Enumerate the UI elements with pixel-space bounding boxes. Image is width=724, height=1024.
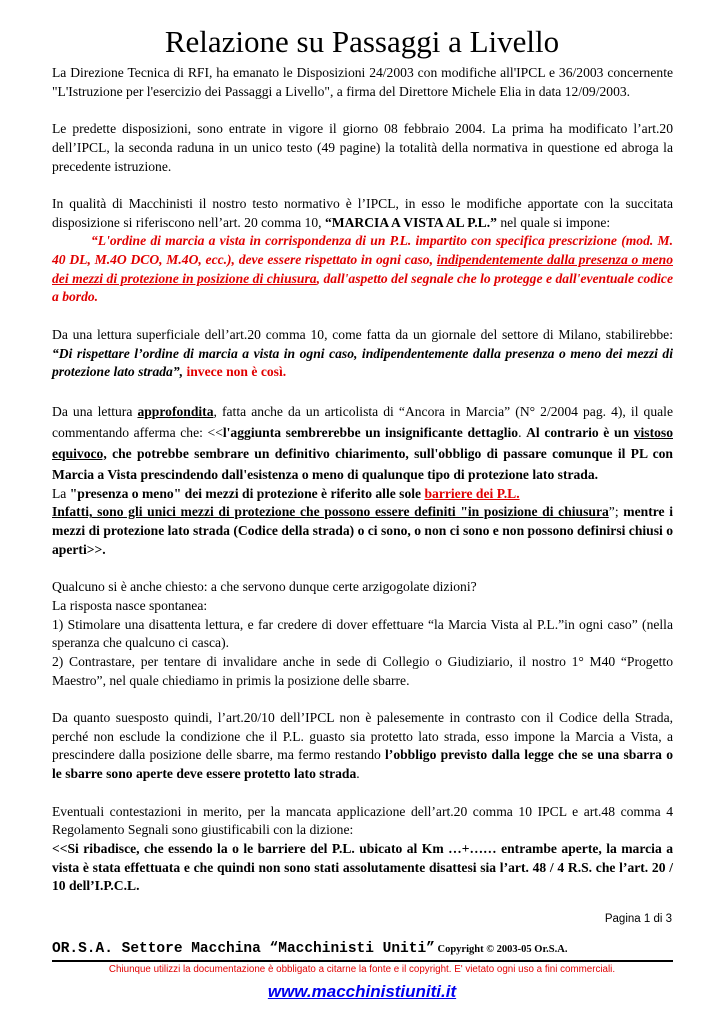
paragraph-risposta: La risposta nasce spontanea: [52,597,208,613]
quote-part-b: , dall'aspetto del segnale che lo protegge e dall'eventuale codice a bordo. [52,270,673,305]
paragraph-art20-intro: In qualità di Macchinisti il nostro testo normativo è l’IPCL, in esso le modifiche apportate con la succitata disposizione si riferiscono nell’art. 20 comma 10, [52,195,673,230]
approfondita-d: . [518,424,527,440]
paragraph-disposizioni: La Direzione Tecnica di RFI, ha emanato le Disposizioni 24/2003 con modifiche all'IPCL e 36/2003 concernente "L'Istruzione per l'esercizio dei Passaggi a Livello", a firma del Direttore Michele Elia in data 12/09/2003. [52,65,673,99]
quote-ordine-marcia [52,233,673,304]
paragraph-dizione: <<Si ribadisce, che essendo la o le barriere del P.L. ubicato al Km …+…… entrambe aperte, la marcia a vista è stata effettuata e che quindi non sono stati assolutamente disattesi sia l’art. 48 / 4 R.S. che l’art. 20 / 10 dell’I.P.C.L. [52,840,673,894]
footer-copyright: Copyright © 2003-05 Or.S.A. [434,944,568,955]
lettura-red: invece non è così. [183,364,287,380]
paragraph-entrata-in-vigore: Le predette disposizioni, sono entrate in vigore il giorno 08 febbraio 2004. La prima ha modificato l’art.20 dell’IPCL, la seconda raduna in un unico testo (49 pagine) la totalità della normativa in questione ed abroga la precedente istruzione. [52,121,673,174]
approfondita-ul: approfondita [137,403,214,419]
page-title: Relazione su Passaggi a Livello [164,24,560,59]
paragraph-infatti [52,503,673,559]
footer-org-line [52,940,673,957]
lettura-intro: Da una lettura superficiale dell’art.20 comma 10, come fatta da un giornale del settore di Milano, stabilirebbe: [52,326,673,342]
paragraph-presenza-o-meno [52,485,673,504]
infatti-ul: Infatti, sono gli unici mezzi di protezione che possono essere definiti "in posizione di chiusura [52,504,609,520]
quote-part-a: “L'ordine di marcia a vista in corrispondenza di un P.L. impartito con specifica prescrizione (mod. M. 40 DL, M.4O DCO, M.4O, ecc.), deve essere rispettato in ogni caso, [52,233,673,267]
suesposto-end: . [356,766,360,782]
paragraph-art20 [52,195,673,307]
paragraph-lettura-superficiale [52,326,673,382]
footer-org: OR.S.A. Settore Macchina “Macchinisti Uniti” [52,941,435,957]
approfondita-e: Al contrario è un [526,424,634,440]
quote-underlined: indipendentemente dalla presenza o meno dei mezzi di protezione in posizione di chiusura [52,252,673,286]
website-link[interactable]: www.macchinistiuniti.it [267,982,457,1001]
approfondita-a: Da una lettura [52,403,138,419]
paragraph-punto-1: 1) Stimolare una disattenta lettura, e far credere di dover effettuare “la Marcia Vista al P.L.”in ogni caso” (nella speranza che qualcuno ci casca). [52,616,673,651]
approfondita-b: , fatta anche da un articolista di “Ancora in Marcia” (N° 2/2004 pag. 4), il quale commentando afferma che: << [52,403,673,440]
presenza-barriere: barriere dei P.L. [424,485,520,501]
page-number: Pagina 1 di 3 [604,913,672,925]
infatti-bold: mentre i mezzi di protezione lato strada (Codice della strada) o ci sono, o non ci sono e non possono definirsi chiusi o aperti>>. [52,504,673,557]
lettura-quote: “Di rispettare l’ordine di marcia a vista in ogni caso, indipendentemente dalla presenza o meno dei mezzi di protezione lato strada”, [52,345,673,380]
paragraph-punto-2: 2) Contrastare, per tentare di invalidare anche in sede di Collegio o Giudiziario, il nostro 1° M40 “Progetto Maestro”, nel quale chiediamo in primis la posizione delle sbarre. [52,653,673,688]
paragraph-qualcuno: Qualcuno si è anche chiesto: a che servono dunque certe arzigogolate dizioni? [52,579,477,595]
presenza-g: La [52,485,70,501]
paragraph-lettura-approfondita [52,401,673,485]
approfondita-f: che potrebbe sembrare un definitivo chiarimento, sull'obbligo di passare comunque il PL con Marcia a Vista prescindendo dall'esistenza o meno di qualunque tipo di protezione lato strada. [52,445,673,482]
presenza-bold: "presenza o meno" dei mezzi di protezione è riferito alle sole [69,485,425,501]
paragraph-suesposto [52,709,673,784]
suesposto-bold: l’obbligo previsto dalla legge che se una sbarra o le sbarre sono aperte deve essere protetto lato strada [52,747,673,782]
approfondita-c: l'aggiunta sembrerebbe un insignificante dettaglio [222,424,519,440]
footer-divider [52,960,673,962]
footer-notice: Chiunque utilizzi la documentazione è obbligato a citarne la fonte e il copyright. E' vietato ogni uso a fini commerciali. [108,964,616,975]
paragraph-contestazioni: Eventuali contestazioni in merito, per la mancata applicazione dell’art.20 comma 10 IPCL e art.48 comma 4 Regolamento Segnali sono giustificabili con la dizione: [52,803,673,838]
document-body [52,64,673,915]
paragraph-art20-tail: nel quale si impone: [496,214,611,230]
approfondita-equivoco: vistoso equivoco, [52,424,673,461]
suesposto-text: Da quanto suesposto quindi, l’art.20/10 dell’IPCL non è palesemente in contrasto con il Codice della Strada, perché non esclude la condizione che il P.L. guasto sia protetto lato strada, esso impone la Marcia a Vista, a prescindere dalla posizione delle sbarre, ma fermo restando [52,710,673,763]
paragraph-art20-title: “MARCIA A VISTA AL P.L.” [324,214,497,230]
infatti-tail: ”; [608,504,624,520]
